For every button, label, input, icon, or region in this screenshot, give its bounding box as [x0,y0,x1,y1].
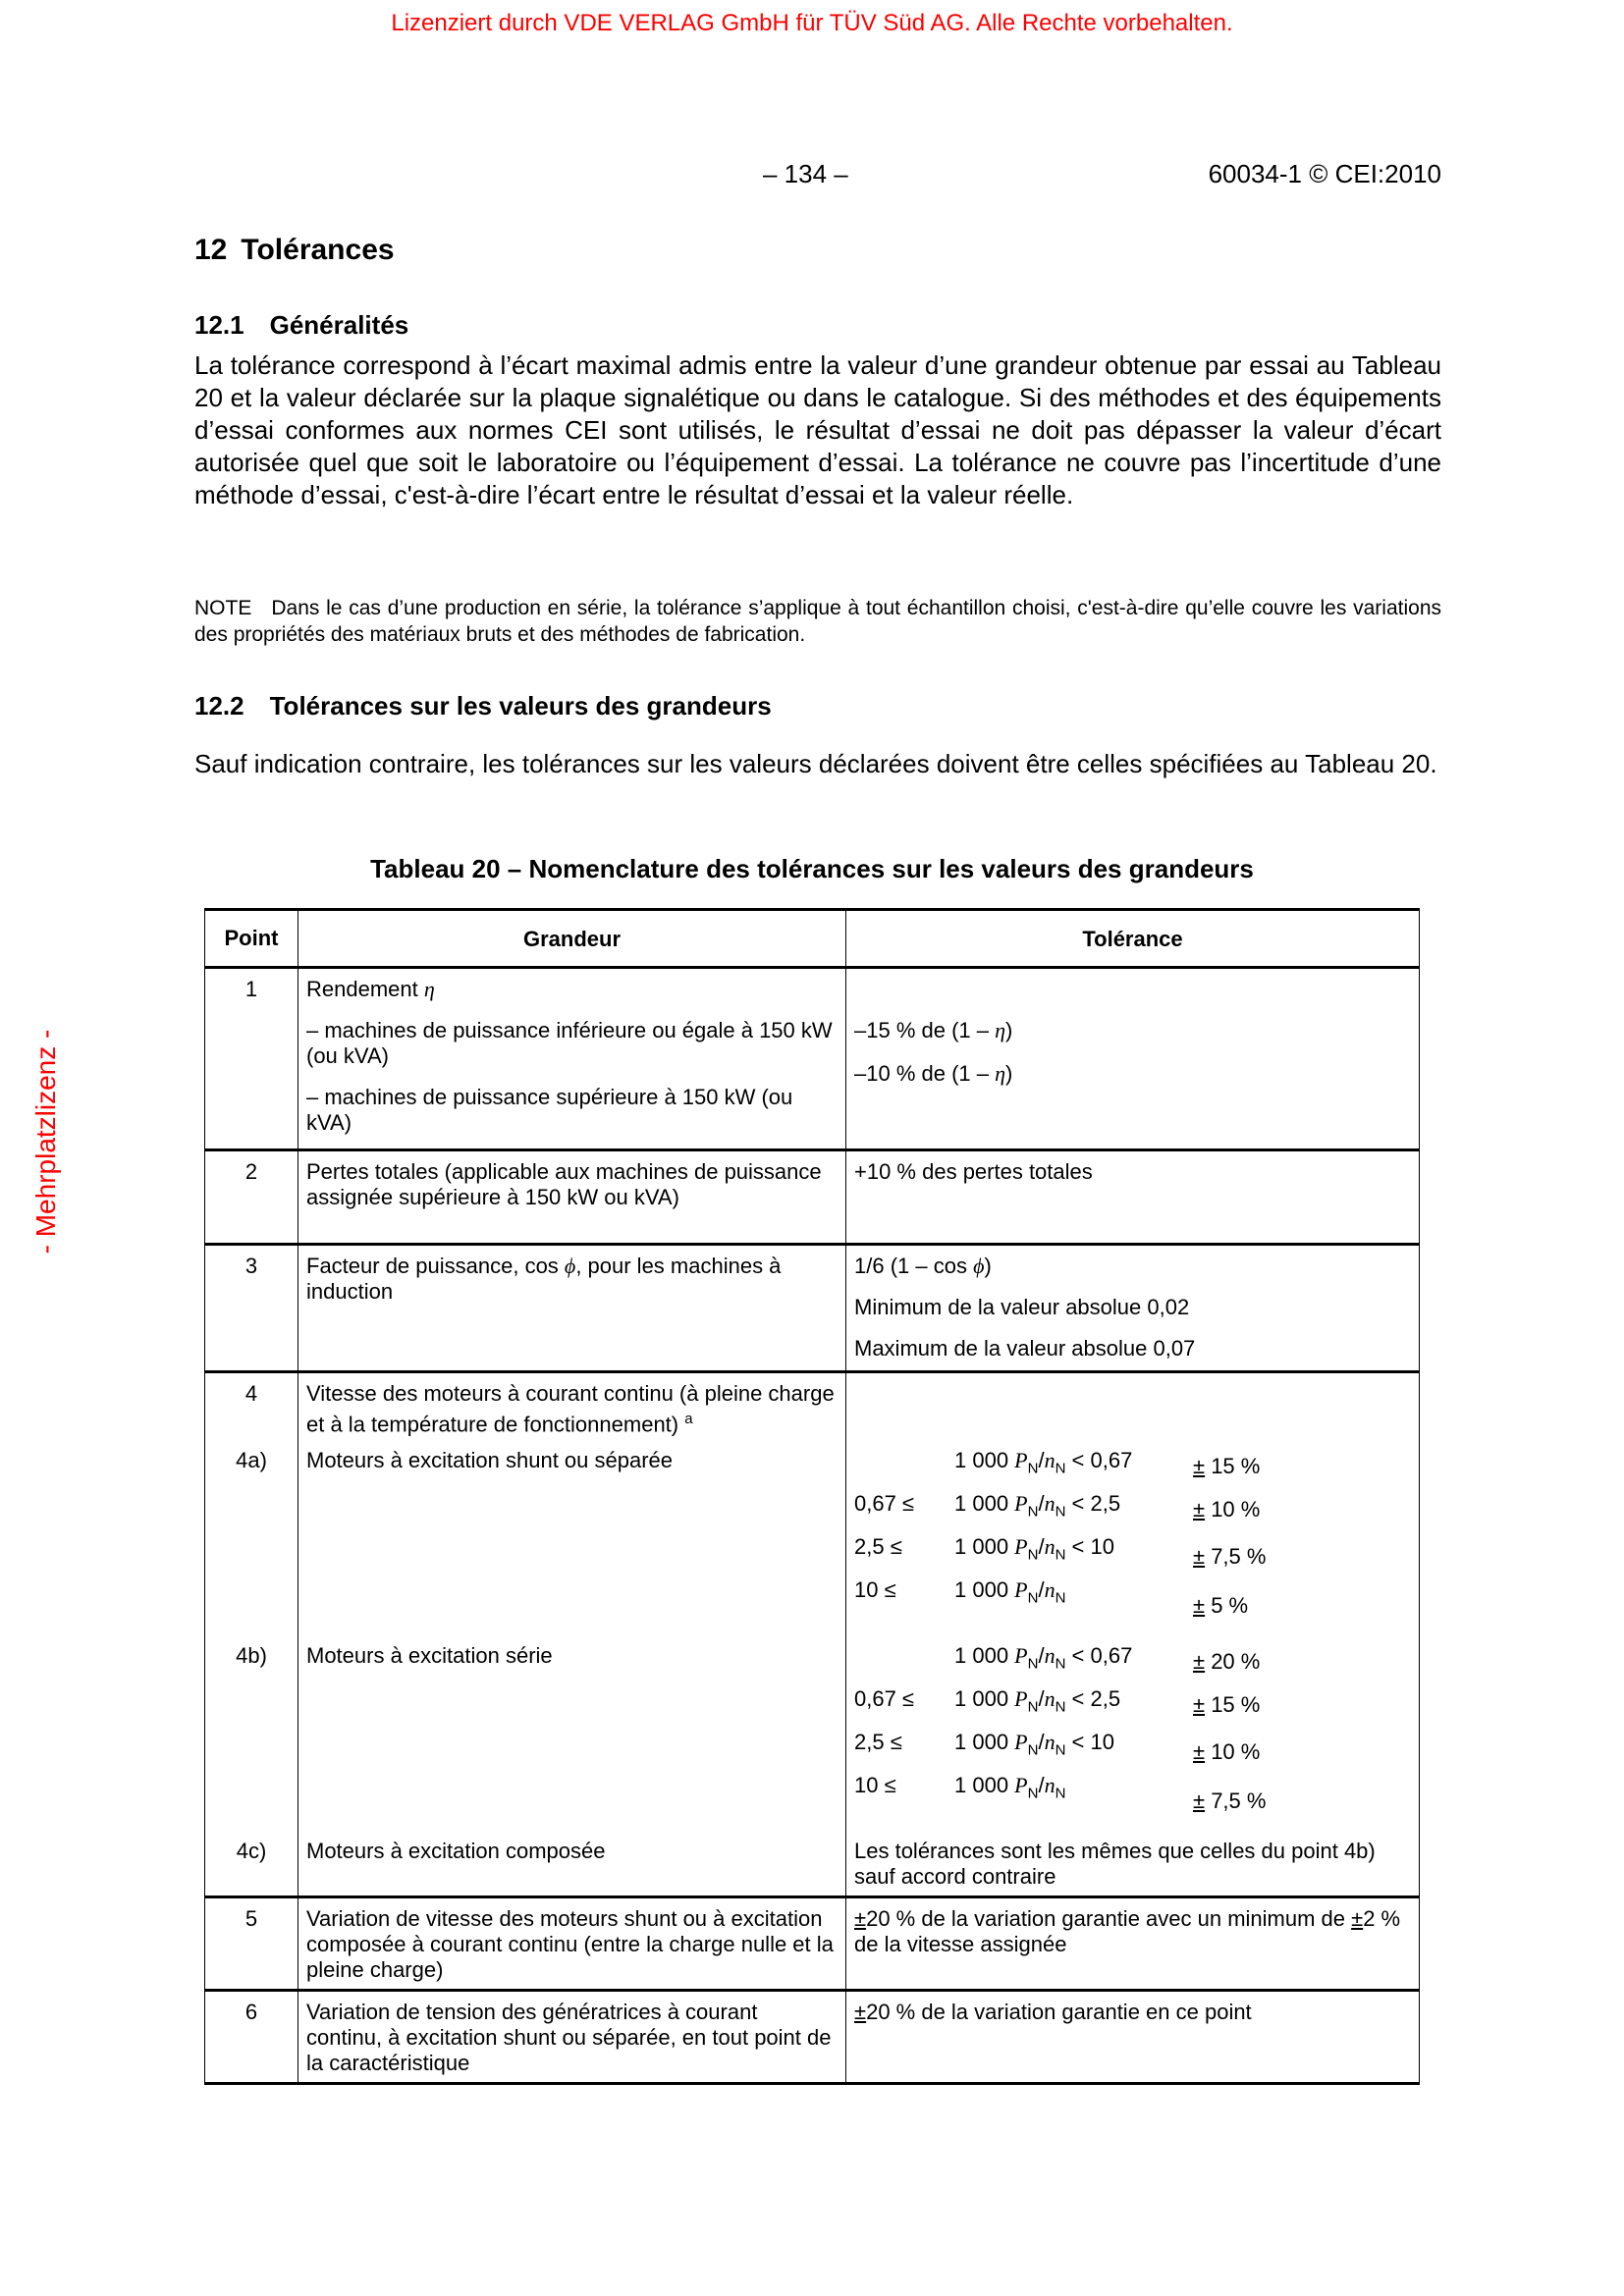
grandeur-cell [298,968,846,1150]
note-label: NOTE [194,597,252,619]
tolerance-cell: ±20 % de la variation garantie en ce point [846,1991,1420,2084]
grandeur-4b: Moteurs à excitation série [306,1643,553,1668]
point-4a: 4a) [236,1448,267,1472]
table-header-row [205,910,1420,968]
tolerance-item: Maximum de la valeur absolue 0,07 [854,1336,1196,1361]
point-4b: 4b) [236,1643,267,1668]
point-cell: 3 [205,1245,298,1372]
grandeur-4a: Moteurs à excitation shunt ou séparée [306,1448,674,1472]
formula: 1 000 $P_N/n_N < 2,5$ [954,1686,1121,1716]
range-row: 2,5 ≤ 1 000 $P_N/n_N < 10$ ± 10 % [854,1730,1261,1764]
header-grandeur: Grandeur [298,910,846,968]
point-cell: 5 [205,1897,298,1991]
tolerance-item: 1/6 (1 – cos ϕ) [854,1254,992,1278]
section-title: Tolérances [241,234,395,266]
formula: 1 000 $P_N/n_N$ [954,1773,1066,1802]
tolerance-item: –10 % de (1 – η) [854,1061,1013,1086]
grandeur-item: – machines de puissance inférieure ou égale à 150 kW (ou kVA) [306,1018,833,1068]
note-text: Dans le cas d’une production en série, la tolérance s’applique à tout échantillon choisi, c'est-à-dire qu’elle couvre les variations des propriétés des matériaux bruts et des méthodes de fabrication. [194,597,1441,646]
range-row: 10 ≤ 1 000 $P_N/n_N$ ± 5 % [854,1577,1249,1618]
document-reference: 60034-1 © CEI:2010 [1208,159,1441,188]
point-cell [205,1372,298,1897]
grandeur-cell: Pertes totales (applicable aux machines de puissance assignée supérieure à 150 kW ou kVA) [298,1150,846,1245]
subsection-title: Tolérances sur les valeurs des grandeurs [269,691,772,721]
section-number: 12 [194,234,228,266]
point-cell: 2 [205,1150,298,1245]
subsection-heading-12-2 [194,691,772,721]
grandeur-cell: Facteur de puissance, cos ϕ, pour les machines à induction [298,1245,846,1372]
point-4: 4 [244,1381,258,1406]
range-row: 0,67 ≤ 1 000 $P_N/n_N < 2,5$ ± 15 % [854,1686,1411,1730]
subsection-number: 12.2 [194,691,244,721]
section-heading [194,234,395,267]
grandeur-title: Rendement η [306,977,435,1001]
subsection-heading-12-1 [194,310,408,341]
paragraph-generalites: La tolérance correspond à l’écart maximal admis entre la valeur d’une grandeur obtenue par essai au Tableau 20 et la valeur déclarée sur la plaque signalétique ou dans le catalogue. Si des méthodes et des équipements d’essai conformes aux normes CEI sont utilisés, le résultat d’essai ne doit pas dépasser la valeur d’écart autorisée quel que soit le laboratoire ou l’équipement d’essai. La tolérance ne couvre pas l’incertitude d’une méthode d’essai, c'est-à-dire l’écart entre le résultat d’essai et la valeur réelle. [194,350,1441,509]
grandeur-cell: Variation de vitesse des moteurs shunt ou à excitation composée à courant continu (entre la charge nulle et la pleine charge) [298,1897,846,1991]
range-row: 10 ≤ 1 000 $P_N/n_N$ ± 7,5 % [854,1773,1267,1813]
paragraph-tolerances: Sauf indication contraire, les tolérances sur les valeurs déclarées doivent être celles spécifiées au Tableau 20. [194,749,1437,778]
table-row [205,1372,1420,1897]
table-caption: Tableau 20 – Nomenclature des tolérances sur les valeurs des grandeurs [370,854,1254,883]
range-row: 0,67 ≤ 1 000 $P_N/n_N < 2,5$ ± 10 % [854,1491,1411,1534]
formula: 1 000 $P_N/n_N < 0,67$ [954,1643,1133,1673]
table-row [205,1245,1420,1372]
license-watermark: Lizenziert durch VDE VERLAG GmbH für TÜV Süd AG. Alle Rechte vorbehalten. [391,10,1233,36]
formula: 1 000 $P_N/n_N < 2,5$ [954,1491,1121,1521]
phi-symbol: ϕ [564,1254,576,1278]
formula: 1 000 $P_N/n_N < 10$ [954,1534,1114,1564]
tolerance-cell: +10 % des pertes totales [846,1150,1420,1245]
tolerance-item: –15 % de (1 – η) [854,1018,1013,1042]
header-point: Point [205,910,298,968]
header-tolerance: Tolérance [846,910,1420,968]
tolerance-cell [846,1372,1420,1897]
tolerance-4c: Les tolérances sont les mêmes que celles du point 4b) sauf accord contraire [854,1839,1376,1889]
grandeur-cell: Variation de tension des génératrices à courant continu, à excitation shunt ou séparée, en tout point de la caractéristique [298,1991,846,2084]
table-row [205,1150,1420,1245]
formula: 1 000 $P_N/n_N < 0,67$ [954,1448,1133,1477]
range-row: 2,5 ≤ 1 000 $P_N/n_N < 10$ ± 7,5 % [854,1534,1267,1569]
table-row [205,1991,1420,2084]
grandeur-4: Vitesse des moteurs à courant continu (à pleine charge et à la température de fonctionnement) $^a$ [306,1381,835,1437]
note [194,595,1441,648]
range-row: 1 000 $P_N/n_N < 0,67$ ± 20 % [854,1643,1411,1686]
subsection-number: 12.1 [194,310,244,340]
tolerance-ranges-4a [854,1448,1411,1643]
tolerance-cell [846,968,1420,1150]
grandeur-item: – machines de puissance supérieure à 150 kW (ou kVA) [306,1085,793,1135]
page-number: – 134 – [763,159,848,188]
tolerance-cell: ±20 % de la variation garantie avec un minimum de ±2 % de la vitesse assignée [846,1897,1420,1991]
formula: 1 000 $P_N/n_N$ [954,1577,1066,1607]
point-cell: 1 [205,968,298,1150]
point-4c: 4c) [236,1839,267,1863]
footnote-mark: a [684,1411,693,1427]
table-row [205,1897,1420,1991]
tolerance-ranges-4b [854,1643,1411,1839]
tolerance-table [204,908,1420,2085]
eta-symbol: η [423,977,435,1001]
table-row [205,968,1420,1150]
grandeur-cell [298,1372,846,1897]
formula: 1 000 $P_N/n_N < 10$ [954,1730,1114,1759]
tolerance-item: Minimum de la valeur absolue 0,02 [854,1295,1190,1319]
multi-user-license-watermark: - Mehrplatzlizenz - [30,1029,61,1255]
grandeur-4c: Moteurs à excitation composée [306,1839,606,1863]
subsection-title: Généralités [269,310,409,340]
tolerance-cell [846,1245,1420,1372]
point-cell: 6 [205,1991,298,2084]
range-row: 1 000 $P_N/n_N < 0,67$ ± 15 % [854,1448,1411,1491]
